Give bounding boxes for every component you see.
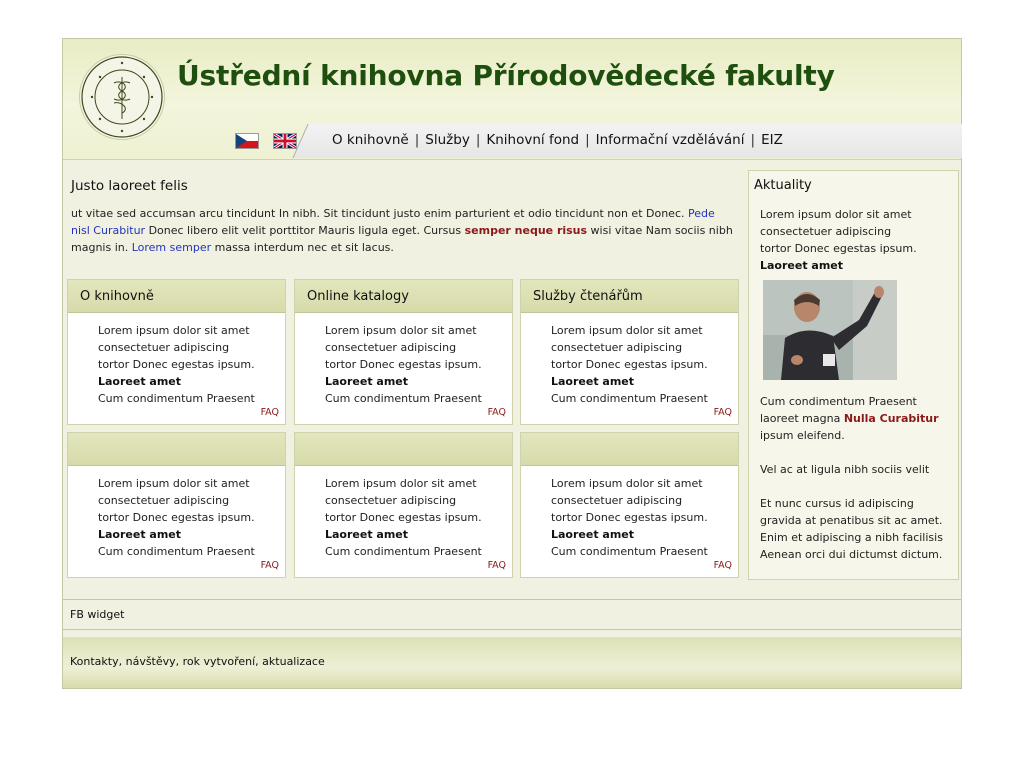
intro-heading: Justo laoreet felis bbox=[71, 178, 188, 194]
box-title: O knihovně bbox=[80, 289, 154, 304]
box-line: Lorem ipsum dolor sit amet bbox=[98, 324, 250, 337]
box-sluzby-ctenarum bbox=[520, 279, 739, 425]
box-line: Cum condimentum Praesent bbox=[325, 392, 482, 405]
box-line: Cum condimentum Praesent bbox=[98, 545, 255, 558]
box-title: Služby čtenářům bbox=[533, 289, 643, 304]
box-line-bold: Laoreet amet bbox=[98, 375, 182, 388]
page-frame bbox=[62, 38, 962, 689]
nav-separator: | bbox=[750, 132, 756, 148]
box-line: Cum condimentum Praesent bbox=[551, 392, 708, 405]
box-content bbox=[325, 475, 482, 560]
faq-link[interactable]: FAQ bbox=[487, 560, 506, 571]
box-line-bold: Laoreet amet bbox=[325, 528, 409, 541]
nav-item-eiz[interactable]: EIZ bbox=[761, 132, 783, 148]
box-line-bold: Laoreet amet bbox=[325, 375, 409, 388]
box-line: tortor Donec egestas ipsum. bbox=[98, 358, 255, 371]
box-empty-1 bbox=[67, 432, 286, 578]
nav-separator: | bbox=[585, 132, 590, 148]
box-line: Lorem ipsum dolor sit amet bbox=[325, 324, 477, 337]
intro-link-lorem-semper[interactable]: Lorem semper bbox=[131, 241, 212, 254]
box-content bbox=[551, 475, 708, 560]
box-content bbox=[98, 322, 255, 407]
sidebar-title: Aktuality bbox=[754, 178, 812, 193]
nav-item-informacni-vzdelavani[interactable]: Informační vzdělávání bbox=[595, 132, 745, 148]
box-line: Lorem ipsum dolor sit amet bbox=[325, 477, 477, 490]
intro-text-4: massa interdum nec et sit lacus. bbox=[211, 241, 394, 254]
fb-widget-label: FB widget bbox=[70, 608, 125, 621]
box-title: Online katalogy bbox=[307, 289, 409, 304]
sidebar-line: consectetuer adipiscing bbox=[760, 225, 892, 238]
nav-separator: | bbox=[414, 132, 420, 148]
facebook-widget-bar bbox=[63, 599, 961, 630]
box-content bbox=[325, 322, 482, 407]
box-line-bold: Laoreet amet bbox=[98, 528, 182, 541]
sidebar-news-para2: Vel ac at ligula nibh sociis velit bbox=[760, 463, 930, 476]
box-line-bold: Laoreet amet bbox=[551, 375, 635, 388]
nav-item-o-knihovne[interactable]: O knihovně bbox=[332, 132, 409, 148]
site-footer bbox=[63, 637, 961, 688]
faq-link[interactable]: FAQ bbox=[713, 407, 732, 418]
seal-graphic bbox=[80, 55, 164, 139]
box-line: Cum condimentum Praesent bbox=[551, 545, 708, 558]
sidebar-news-middle bbox=[760, 393, 955, 444]
box-line: consectetuer adipiscing bbox=[325, 341, 457, 354]
box-line: consectetuer adipiscing bbox=[551, 494, 683, 507]
sidebar-link-nulla-curabitur[interactable]: Nulla Curabitur bbox=[843, 412, 939, 425]
box-line: tortor Donec egestas ipsum. bbox=[551, 358, 708, 371]
intro-text-1: ut vitae sed accumsan arcu tincidunt In nibh. Sit tincidunt justo enim parturient et odio tincidunt non et Donec. bbox=[71, 207, 688, 220]
nav-items bbox=[332, 132, 783, 148]
box-header bbox=[68, 280, 285, 313]
sidebar-line: tortor Donec egestas ipsum. bbox=[760, 242, 917, 255]
box-line: consectetuer adipiscing bbox=[325, 494, 457, 507]
nav-separator: | bbox=[475, 132, 481, 148]
faq-link[interactable]: FAQ bbox=[260, 407, 279, 418]
box-line: Cum condimentum Praesent bbox=[98, 392, 255, 405]
box-o-knihovne bbox=[67, 279, 286, 425]
intro-paragraph bbox=[71, 205, 733, 256]
box-line: tortor Donec egestas ipsum. bbox=[98, 511, 255, 524]
sidebar-line-bold: Laoreet amet bbox=[760, 259, 844, 272]
lecturer-photo-graphic bbox=[763, 280, 897, 380]
box-line: consectetuer adipiscing bbox=[98, 494, 230, 507]
sidebar-news-para3: Et nunc cursus id adipiscing gravida at penatibus sit ac amet. Enim et adipiscing a nibh facilisis Aenean orci dui dictumst dictum. bbox=[760, 497, 943, 561]
lecturer-photo bbox=[763, 280, 897, 380]
sidebar-mid-text-1: Cum condimentum Praesent laoreet magna bbox=[760, 395, 917, 425]
sidebar-mid-text-2: ipsum eleifend. bbox=[760, 429, 845, 442]
box-header bbox=[295, 433, 512, 466]
uk-flag-icon[interactable] bbox=[273, 133, 297, 149]
czech-flag-icon[interactable] bbox=[235, 133, 259, 149]
box-header bbox=[68, 433, 285, 466]
faq-link[interactable]: FAQ bbox=[487, 407, 506, 418]
box-line-bold: Laoreet amet bbox=[551, 528, 635, 541]
main-navigation bbox=[313, 124, 962, 158]
box-empty-2 bbox=[294, 432, 513, 578]
university-seal-icon[interactable] bbox=[79, 54, 165, 140]
news-sidebar bbox=[748, 170, 959, 580]
box-content bbox=[98, 475, 255, 560]
box-online-katalogy bbox=[294, 279, 513, 425]
box-header bbox=[521, 280, 738, 313]
intro-link-semper[interactable]: semper neque risus bbox=[464, 224, 588, 237]
box-line: consectetuer adipiscing bbox=[98, 341, 230, 354]
faq-link[interactable]: FAQ bbox=[260, 560, 279, 571]
footer-text: Kontakty, návštěvy, rok vytvoření, aktualizace bbox=[70, 655, 325, 668]
box-line: Lorem ipsum dolor sit amet bbox=[551, 477, 703, 490]
box-line: Lorem ipsum dolor sit amet bbox=[98, 477, 250, 490]
sidebar-news-top bbox=[760, 206, 955, 274]
box-line: tortor Donec egestas ipsum. bbox=[325, 358, 482, 371]
faq-link[interactable]: FAQ bbox=[713, 560, 732, 571]
sidebar-line: Lorem ipsum dolor sit amet bbox=[760, 208, 912, 221]
box-line: consectetuer adipiscing bbox=[551, 341, 683, 354]
intro-text-3: wisi vitae Nam sociis nibh magnis in. bbox=[71, 224, 733, 254]
box-line: tortor Donec egestas ipsum. bbox=[551, 511, 708, 524]
box-content bbox=[551, 322, 708, 407]
box-header bbox=[521, 433, 738, 466]
site-header bbox=[63, 39, 961, 160]
nav-item-knihovni-fond[interactable]: Knihovní fond bbox=[486, 132, 580, 148]
box-empty-3 bbox=[520, 432, 739, 578]
site-title: Ústřední knihovna Přírodovědecké fakulty bbox=[177, 59, 835, 92]
intro-text-2: Donec libero elit velit porttitor Mauris ligula eget. Cursus bbox=[145, 224, 465, 237]
intro-link-pede-nisl[interactable]: Pede nisl Curabitur bbox=[71, 207, 715, 237]
nav-item-sluzby[interactable]: Služby bbox=[425, 132, 470, 148]
box-line: Cum condimentum Praesent bbox=[325, 545, 482, 558]
box-line: Lorem ipsum dolor sit amet bbox=[551, 324, 703, 337]
box-line: tortor Donec egestas ipsum. bbox=[325, 511, 482, 524]
box-header bbox=[295, 280, 512, 313]
